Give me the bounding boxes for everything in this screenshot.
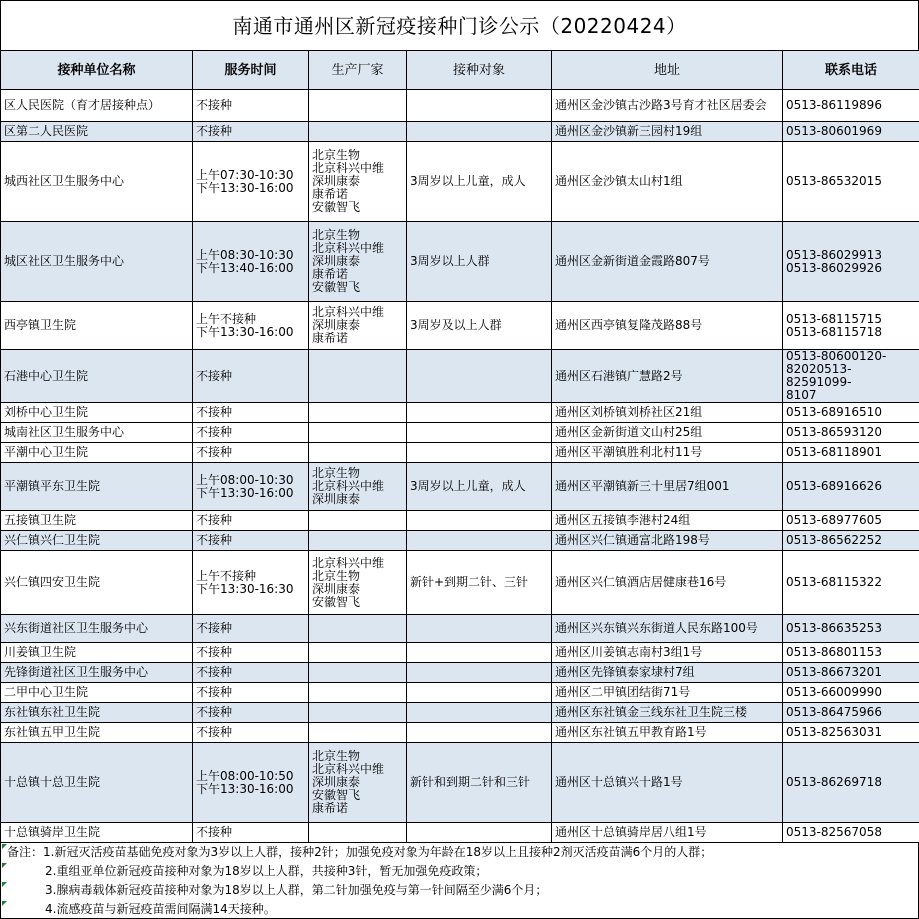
table-row bbox=[1, 743, 919, 823]
cell-phone: 0513-66009990 bbox=[783, 683, 919, 703]
note-line: 3.腺病毒载体新冠疫苗接种对象为18岁以上人群，第二针加强免疫与第一针间隔至少满6个月； bbox=[0, 881, 919, 900]
cell-unit-name: 东社镇东社卫生院 bbox=[1, 703, 193, 723]
cell-address: 通州区西亭镇复隆茂路88号 bbox=[552, 302, 783, 350]
cell-unit-name: 刘桥中心卫生院 bbox=[1, 403, 193, 423]
cell-target-group bbox=[407, 511, 552, 531]
cell-manufacturer bbox=[309, 443, 407, 463]
cell-unit-name: 城南社区卫生服务中心 bbox=[1, 423, 193, 443]
cell-phone: 0513-82563031 bbox=[783, 723, 919, 743]
cell-unit-name: 西亭镇卫生院 bbox=[1, 302, 193, 350]
cell-unit-name: 川姜镇卫生院 bbox=[1, 643, 193, 663]
header-phone: 联系电话 bbox=[783, 51, 919, 90]
cell-address: 通州区兴东镇兴东街道人民东路100号 bbox=[552, 615, 783, 643]
cell-service-time: 不接种 bbox=[193, 423, 309, 443]
cell-service-time: 不接种 bbox=[193, 643, 309, 663]
cell-target-group bbox=[407, 122, 552, 142]
cell-manufacturer bbox=[309, 511, 407, 531]
table-row bbox=[1, 823, 919, 843]
cell-service-time: 不接种 bbox=[193, 531, 309, 551]
cell-phone: 0513-80601969 bbox=[783, 122, 919, 142]
header-address: 地址 bbox=[552, 51, 783, 90]
cell-target-group: 3周岁以上人群 bbox=[407, 222, 552, 302]
cell-unit-name: 先锋街道社区卫生服务中心 bbox=[1, 663, 193, 683]
table-row bbox=[1, 663, 919, 683]
table-row bbox=[1, 403, 919, 423]
cell-address: 通州区金沙镇太山村1组 bbox=[552, 142, 783, 222]
cell-target-group bbox=[407, 531, 552, 551]
cell-service-time: 上午08:00-10:50 下午13:30-16:00 bbox=[193, 743, 309, 823]
cell-target-group: 3周岁以上儿童，成人 bbox=[407, 142, 552, 222]
cell-target-group bbox=[407, 423, 552, 443]
cell-address: 通州区先锋镇泰家埭村7组 bbox=[552, 663, 783, 683]
table-row bbox=[1, 643, 919, 663]
cell-unit-name: 兴仁镇四安卫生院 bbox=[1, 551, 193, 615]
cell-manufacturer bbox=[309, 643, 407, 663]
cell-unit-name: 区第二人民医院 bbox=[1, 122, 193, 142]
cell-phone: 0513-68118901 bbox=[783, 443, 919, 463]
table-row bbox=[1, 551, 919, 615]
cell-manufacturer bbox=[309, 531, 407, 551]
cell-phone: 0513-68115322 bbox=[783, 551, 919, 615]
note-marker-icon bbox=[2, 863, 7, 868]
cell-service-time: 上午不接种 下午13:30-16:30 bbox=[193, 551, 309, 615]
cell-address: 通州区东社镇五甲教育路1号 bbox=[552, 723, 783, 743]
cell-manufacturer bbox=[309, 703, 407, 723]
table-row bbox=[1, 463, 919, 511]
table-row bbox=[1, 723, 919, 743]
cell-phone: 0513-86593120 bbox=[783, 423, 919, 443]
cell-phone: 0513-68977605 bbox=[783, 511, 919, 531]
table-row bbox=[1, 511, 919, 531]
cell-service-time: 不接种 bbox=[193, 403, 309, 423]
cell-unit-name: 十总镇十总卫生院 bbox=[1, 743, 193, 823]
table-row bbox=[1, 222, 919, 302]
cell-service-time: 上午08:30-10:30 下午13:40-16:00 bbox=[193, 222, 309, 302]
cell-phone: 0513-82567058 bbox=[783, 823, 919, 843]
cell-target-group bbox=[407, 703, 552, 723]
table-row bbox=[1, 423, 919, 443]
table-row bbox=[1, 531, 919, 551]
table-row bbox=[1, 443, 919, 463]
table-row bbox=[1, 302, 919, 350]
table-row bbox=[1, 703, 919, 723]
cell-target-group: 新针+到期二针、三针 bbox=[407, 551, 552, 615]
cell-target-group: 3周岁以上儿童，成人 bbox=[407, 463, 552, 511]
cell-manufacturer bbox=[309, 723, 407, 743]
header-row bbox=[1, 51, 919, 90]
cell-target-group bbox=[407, 615, 552, 643]
cell-manufacturer bbox=[309, 683, 407, 703]
cell-manufacturer: 北京科兴中维 北京生物 深圳康泰 安徽智飞 bbox=[309, 551, 407, 615]
cell-service-time: 不接种 bbox=[193, 511, 309, 531]
cell-unit-name: 十总镇骑岸卫生院 bbox=[1, 823, 193, 843]
cell-unit-name: 区人民医院（育才居接种点） bbox=[1, 90, 193, 122]
note-line: 4.流感疫苗与新冠疫苗需间隔满14天接种。 bbox=[0, 900, 919, 919]
cell-service-time: 不接种 bbox=[193, 122, 309, 142]
cell-address: 通州区二甲镇团结街71号 bbox=[552, 683, 783, 703]
cell-manufacturer bbox=[309, 663, 407, 683]
cell-address: 通州区平潮镇新三十里居7组001 bbox=[552, 463, 783, 511]
cell-address: 通州区金沙镇古沙路3号育才社区居委会 bbox=[552, 90, 783, 122]
cell-target-group bbox=[407, 350, 552, 403]
cell-phone: 0513-86635253 bbox=[783, 615, 919, 643]
cell-phone: 0513-86029913 0513-86029926 bbox=[783, 222, 919, 302]
note-line: 备注：1.新冠灭活疫苗基础免疫对象为3岁以上人群，接种2针；加强免疫对象为年龄在18岁以上且接种2剂灭活疫苗满6个月的人群； bbox=[0, 843, 919, 862]
cell-service-time: 不接种 bbox=[193, 703, 309, 723]
cell-target-group bbox=[407, 643, 552, 663]
cell-phone: 0513-86532015 bbox=[783, 142, 919, 222]
cell-service-time: 上午07:30-10:30 下午13:30-16:00 bbox=[193, 142, 309, 222]
page-title: 南通市通州区新冠疫接种门诊公示（20220424） bbox=[0, 0, 919, 50]
notes bbox=[0, 843, 919, 919]
cell-unit-name: 二甲中心卫生院 bbox=[1, 683, 193, 703]
header-target: 接种对象 bbox=[407, 51, 552, 90]
cell-phone: 0513-68115715 0513-68115718 bbox=[783, 302, 919, 350]
cell-phone: 0513-86673201 bbox=[783, 663, 919, 683]
cell-unit-name: 兴东街道社区卫生服务中心 bbox=[1, 615, 193, 643]
cell-address: 通州区金沙镇新三园村19组 bbox=[552, 122, 783, 142]
note-line: 2.重组亚单位新冠疫苗接种对象为18岁以上人群，共接种3针，暂无加强免疫政策； bbox=[0, 862, 919, 881]
cell-address: 通州区刘桥镇刘桥社区21组 bbox=[552, 403, 783, 423]
note-marker-icon bbox=[2, 844, 7, 849]
cell-manufacturer: 北京生物 北京科兴中维 深圳康泰 康希诺 安徽智飞 bbox=[309, 142, 407, 222]
cell-manufacturer bbox=[309, 423, 407, 443]
cell-target-group: 新针和到期二针和三针 bbox=[407, 743, 552, 823]
table-row bbox=[1, 683, 919, 703]
cell-manufacturer bbox=[309, 122, 407, 142]
cell-manufacturer: 北京生物 北京科兴中维 深圳康泰 bbox=[309, 463, 407, 511]
cell-address: 通州区金新街道金霞路807号 bbox=[552, 222, 783, 302]
cell-unit-name: 东社镇五甲卫生院 bbox=[1, 723, 193, 743]
table-row bbox=[1, 122, 919, 142]
cell-target-group bbox=[407, 823, 552, 843]
header-unit-name: 接种单位名称 bbox=[1, 51, 193, 90]
cell-phone: 0513-86119896 bbox=[783, 90, 919, 122]
cell-phone: 0513-80600120- 82020513-82591099- 8107 bbox=[783, 350, 919, 403]
cell-target-group bbox=[407, 90, 552, 122]
cell-address: 通州区十总镇骑岸居八组1号 bbox=[552, 823, 783, 843]
cell-address: 通州区金新街道文山村25组 bbox=[552, 423, 783, 443]
cell-unit-name: 五接镇卫生院 bbox=[1, 511, 193, 531]
cell-unit-name: 平潮镇平东卫生院 bbox=[1, 463, 193, 511]
cell-target-group bbox=[407, 443, 552, 463]
cell-service-time: 上午不接种 下午13:30-16:00 bbox=[193, 302, 309, 350]
cell-service-time: 不接种 bbox=[193, 683, 309, 703]
cell-service-time: 不接种 bbox=[193, 663, 309, 683]
cell-service-time: 不接种 bbox=[193, 615, 309, 643]
cell-unit-name: 城西社区卫生服务中心 bbox=[1, 142, 193, 222]
header-service-time: 服务时间 bbox=[193, 51, 309, 90]
cell-manufacturer bbox=[309, 823, 407, 843]
cell-target-group bbox=[407, 723, 552, 743]
cell-target-group bbox=[407, 663, 552, 683]
cell-phone: 0513-68916626 bbox=[783, 463, 919, 511]
cell-address: 通州区五接镇李港村24组 bbox=[552, 511, 783, 531]
cell-address: 通州区川姜镇志南村3组1号 bbox=[552, 643, 783, 663]
cell-address: 通州区平潮镇胜利北村11号 bbox=[552, 443, 783, 463]
note-marker-icon bbox=[2, 882, 7, 887]
cell-manufacturer: 北京科兴中维 深圳康泰 康希诺 bbox=[309, 302, 407, 350]
cell-unit-name: 兴仁镇兴仁卫生院 bbox=[1, 531, 193, 551]
clinic-table bbox=[0, 50, 919, 843]
cell-address: 通州区兴仁镇酒店居健康巷16号 bbox=[552, 551, 783, 615]
cell-address: 通州区兴仁镇通富北路198号 bbox=[552, 531, 783, 551]
cell-address: 通州区石港镇广慧路2号 bbox=[552, 350, 783, 403]
cell-manufacturer: 北京生物 北京科兴中维 深圳康泰 康希诺 安徽智飞 bbox=[309, 222, 407, 302]
note-marker-icon bbox=[2, 901, 7, 906]
table-row bbox=[1, 615, 919, 643]
cell-service-time: 不接种 bbox=[193, 823, 309, 843]
cell-phone: 0513-68916510 bbox=[783, 403, 919, 423]
table-row bbox=[1, 350, 919, 403]
table-row bbox=[1, 90, 919, 122]
cell-unit-name: 石港中心卫生院 bbox=[1, 350, 193, 403]
cell-phone: 0513-86801153 bbox=[783, 643, 919, 663]
cell-service-time: 不接种 bbox=[193, 90, 309, 122]
cell-address: 通州区十总镇兴十路1号 bbox=[552, 743, 783, 823]
cell-unit-name: 城区社区卫生服务中心 bbox=[1, 222, 193, 302]
cell-phone: 0513-86269718 bbox=[783, 743, 919, 823]
header-manufacturer: 生产厂家 bbox=[309, 51, 407, 90]
cell-target-group bbox=[407, 403, 552, 423]
cell-service-time: 上午08:00-10:30 下午13:30-16:00 bbox=[193, 463, 309, 511]
cell-service-time: 不接种 bbox=[193, 443, 309, 463]
cell-manufacturer: 北京生物 北京科兴中维 深圳康泰 安徽智飞 康希诺 bbox=[309, 743, 407, 823]
cell-manufacturer bbox=[309, 350, 407, 403]
cell-manufacturer bbox=[309, 90, 407, 122]
cell-address: 通州区东社镇金三线东社卫生院三楼 bbox=[552, 703, 783, 723]
cell-phone: 0513-86475966 bbox=[783, 703, 919, 723]
cell-service-time: 不接种 bbox=[193, 350, 309, 403]
cell-target-group bbox=[407, 683, 552, 703]
cell-unit-name: 平潮中心卫生院 bbox=[1, 443, 193, 463]
cell-phone: 0513-86562252 bbox=[783, 531, 919, 551]
cell-service-time: 不接种 bbox=[193, 723, 309, 743]
cell-target-group: 3周岁及以上人群 bbox=[407, 302, 552, 350]
table-row bbox=[1, 142, 919, 222]
cell-manufacturer bbox=[309, 615, 407, 643]
cell-manufacturer bbox=[309, 403, 407, 423]
